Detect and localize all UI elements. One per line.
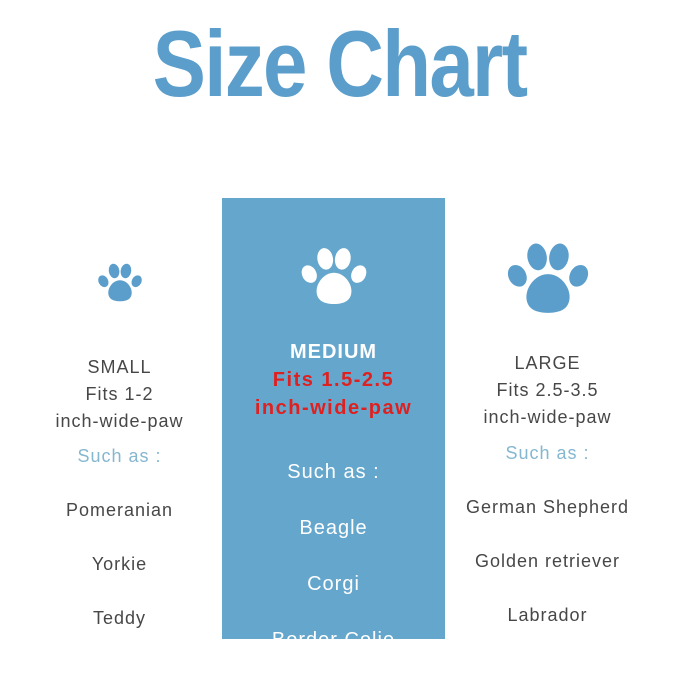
- size-label: LARGE: [514, 353, 581, 373]
- fits-unit: inch-wide-paw: [483, 407, 612, 427]
- breed-name: Corgi: [307, 573, 360, 595]
- breed-name: Border Colie: [271, 629, 396, 651]
- size-column-small: [22, 263, 217, 659]
- breed-name: Yorkie: [91, 554, 148, 574]
- size-label: SMALL: [87, 357, 152, 377]
- such-as-label: Such as :: [77, 446, 162, 466]
- breed-name: Labrador: [507, 605, 588, 625]
- paw-icon: [97, 263, 143, 304]
- size-label: MEDIUM: [289, 341, 378, 363]
- breed-name: German Shepherd: [465, 497, 630, 517]
- fits-range: Fits 1-2: [85, 384, 154, 404]
- fits-range: Fits 2.5-3.5: [496, 380, 599, 400]
- such-as-label: Such as :: [505, 443, 590, 463]
- size-column-medium: [222, 198, 445, 679]
- breed-name: Golden retriever: [474, 551, 621, 571]
- breed-name: Beagle: [299, 517, 368, 539]
- such-as-label: Such as :: [287, 461, 380, 483]
- page-title: Size Chart: [152, 11, 527, 116]
- size-column-large: [445, 242, 650, 656]
- fits-range: Fits 1.5-2.5: [272, 369, 395, 391]
- breed-name: Pomeranian: [65, 500, 174, 520]
- paw-icon: [506, 242, 590, 318]
- breed-name: Teddy: [92, 608, 147, 628]
- paw-icon: [300, 247, 368, 308]
- fits-unit: inch-wide-paw: [55, 411, 184, 431]
- fits-unit: inch-wide-paw: [254, 397, 413, 419]
